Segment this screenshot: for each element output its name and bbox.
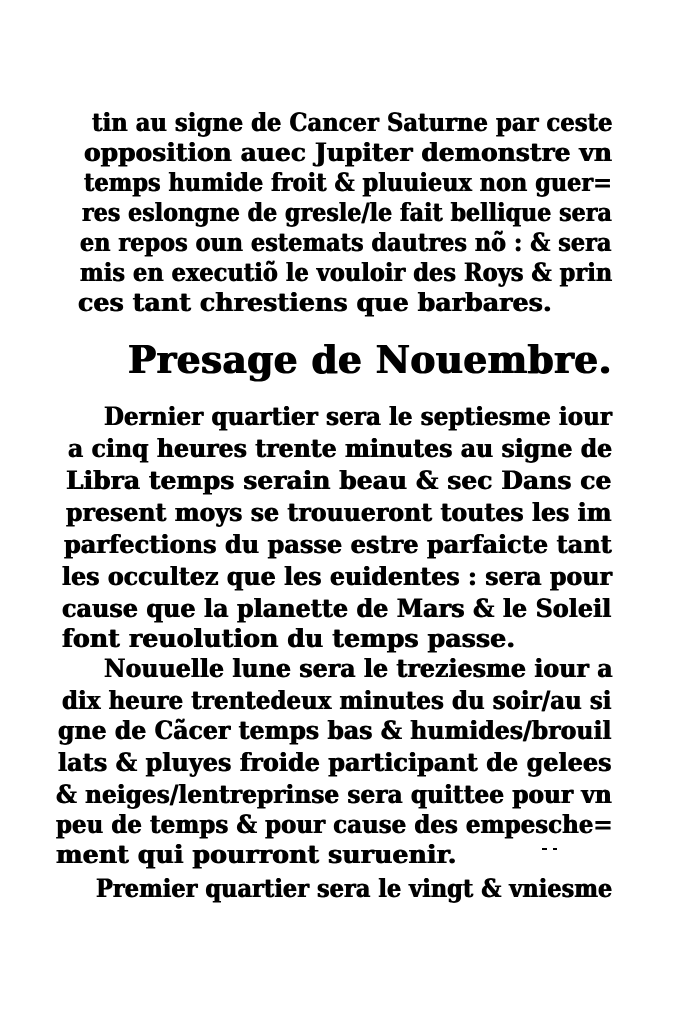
text-line: ment qui pourront suruenir. [56, 840, 457, 869]
text-line: mis en executiõ le vouloir des Roys & prin [80, 258, 613, 287]
text-line: Dernier quartier sera le septiesme iour [104, 402, 613, 431]
text-line: temps humide froit & pluuieux non guer= [84, 168, 612, 197]
text-line: font reuolution du temps passe. [62, 624, 516, 653]
text-line: res eslongne de gresle/le fait bellique sera [82, 198, 612, 227]
stray-ink-mark [542, 848, 547, 850]
text-line: lats & pluyes froide participant de gelees [58, 748, 612, 777]
text-line: a cinq heures trente minutes au signe de [68, 434, 613, 463]
text-line: les occultez que les euidentes : sera pour [62, 562, 613, 591]
text-line: Premier quartier sera le vingt & vniesme [96, 874, 613, 903]
text-line: Nouuelle lune sera le treziesme iour a [104, 654, 613, 683]
text-line: Libra temps serain beau & sec Dans ce [66, 466, 612, 495]
text-line: ces tant chrestiens que barbares. [78, 288, 552, 317]
text-line: parfections du passe estre parfaicte tant [64, 530, 612, 559]
text-line: gne de Cãcer temps bas & humides/brouil [58, 716, 612, 745]
stray-ink-mark [553, 848, 557, 850]
text-line: en repos oun estemats dautres nõ : & sera [80, 228, 612, 257]
section-heading: Presage de Nouembre. [128, 337, 612, 382]
text-line: opposition auec Jupiter demonstre vn [84, 138, 613, 167]
text-line: present moys se trouueront toutes les im [66, 498, 612, 527]
text-line: cause que la planette de Mars & le Soleil [62, 594, 612, 623]
text-line: & neiges/lentreprinse sera quittee pour vn [56, 780, 612, 809]
text-line: peu de temps & pour cause des empesche= [56, 810, 613, 839]
text-line: tin au signe de Cancer Saturne par ceste [92, 108, 613, 137]
text-line: dix heure trentedeux minutes du soir/au si [62, 686, 612, 715]
